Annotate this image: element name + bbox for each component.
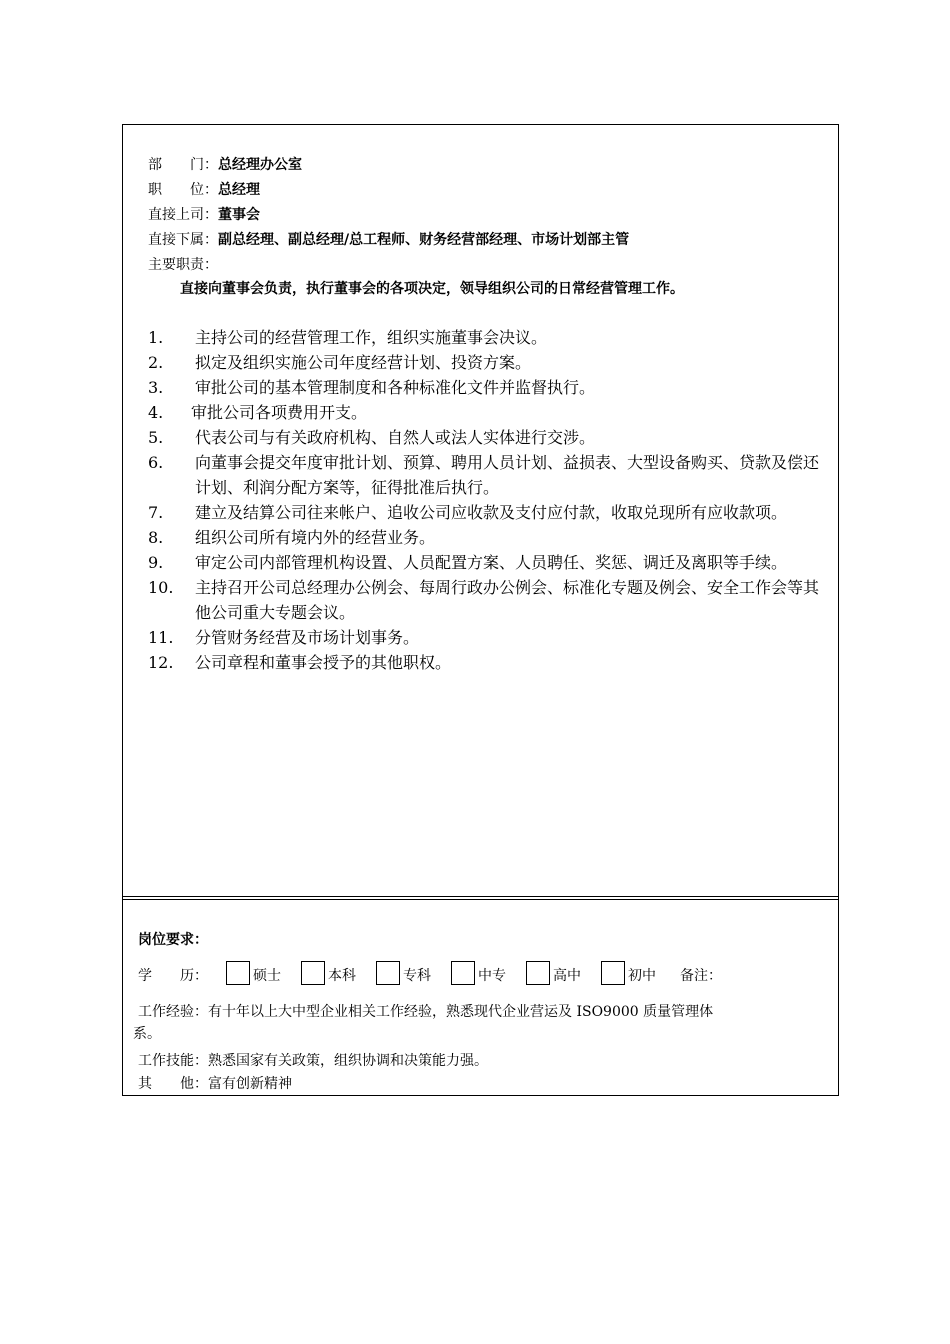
list-item	[148, 550, 833, 575]
duty-list	[148, 325, 833, 675]
subordinates-label: 直接下属：	[148, 232, 218, 248]
department-field	[148, 156, 302, 174]
item-number: 7.	[148, 503, 164, 522]
item-text: 组织公司所有境内外的经营业务。	[195, 528, 436, 547]
job-description-table	[122, 124, 839, 1096]
item-number: 1.	[148, 328, 164, 347]
position-label: 职 位：	[148, 182, 218, 198]
list-item	[148, 450, 833, 500]
item-number: 6.	[148, 453, 164, 472]
option-label: 本科	[328, 968, 356, 984]
education-option-highschool[interactable]	[526, 961, 591, 985]
item-number: 12.	[148, 653, 174, 672]
superior-field	[148, 206, 260, 224]
checkbox[interactable]	[526, 961, 550, 985]
item-text: 主持召开公司总经理办公例会、每周行政办公例会、标准化专题及例会、安全工作会等其他公司重大专题会议。	[195, 578, 820, 622]
option-label: 专科	[403, 968, 431, 984]
item-number: 9.	[148, 553, 164, 572]
education-option-college[interactable]	[376, 961, 441, 985]
skills-text: 工作技能：熟悉国家有关政策，组织协调和决策能力强。	[138, 1053, 488, 1069]
item-text: 分管财务经营及市场计划事务。	[195, 628, 420, 647]
checkbox[interactable]	[376, 961, 400, 985]
checkbox[interactable]	[601, 961, 625, 985]
item-number: 4.	[148, 403, 164, 422]
option-label: 高中	[553, 968, 581, 984]
list-item	[148, 500, 833, 525]
item-text: 拟定及组织实施公司年度经营计划、投资方案。	[195, 353, 532, 372]
position-field	[148, 181, 260, 199]
duties-section	[123, 125, 838, 897]
other-text: 其 他：富有创新精神	[138, 1076, 292, 1092]
list-item	[148, 400, 833, 425]
education-option-technical[interactable]	[451, 961, 516, 985]
list-item	[148, 375, 833, 400]
department-label: 部 门：	[148, 157, 218, 173]
requirements-title: 岗位要求：	[138, 932, 208, 948]
item-text: 主持公司的经营管理工作，组织实施董事会决议。	[195, 328, 548, 347]
note-label: 备注：	[680, 968, 722, 984]
item-number: 11.	[148, 628, 174, 647]
item-text: 建立及结算公司往来帐户、追收公司应收款及支付应付款，收取兑现所有应收款项。	[195, 503, 788, 522]
experience-text-continued: 系。	[133, 1026, 161, 1042]
department-value: 总经理办公室	[218, 157, 302, 173]
experience-text: 工作经验：有十年以上大中型企业相关工作经验，熟悉现代企业营运及 ISO9000 质量管理体	[138, 1004, 714, 1020]
item-text: 代表公司与有关政府机构、自然人或法人实体进行交涉。	[195, 428, 596, 447]
subordinates-field	[148, 231, 629, 249]
education-option-junior[interactable]	[601, 961, 666, 985]
item-text: 公司章程和董事会授予的其他职权。	[195, 653, 452, 672]
education-option-bachelor[interactable]	[301, 961, 366, 985]
list-item	[148, 350, 833, 375]
option-label: 硕士	[253, 968, 281, 984]
requirements-section	[123, 901, 838, 1097]
item-number: 10.	[148, 578, 174, 597]
item-number: 3.	[148, 378, 164, 397]
item-text: 审定公司内部管理机构设置、人员配置方案、人员聘任、奖惩、调迁及离职等手续。	[195, 553, 788, 572]
item-number: 8.	[148, 528, 164, 547]
education-option-master[interactable]	[226, 961, 291, 985]
duty-summary: 直接向董事会负责，执行董事会的各项决定，领导组织公司的日常经营管理工作。	[180, 281, 684, 297]
checkbox[interactable]	[451, 961, 475, 985]
item-text: 审批公司各项费用开支。	[191, 403, 368, 422]
option-label: 中专	[478, 968, 506, 984]
list-item	[148, 575, 833, 625]
option-label: 初中	[628, 968, 656, 984]
list-item	[148, 325, 833, 350]
checkbox[interactable]	[301, 961, 325, 985]
section-divider	[123, 896, 838, 900]
education-label: 学 历：	[138, 968, 208, 984]
superior-label: 直接上司：	[148, 207, 218, 223]
position-value: 总经理	[218, 182, 260, 198]
education-row	[138, 961, 722, 985]
item-text: 审批公司的基本管理制度和各种标准化文件并监督执行。	[195, 378, 596, 397]
list-item	[148, 650, 833, 675]
item-number: 5.	[148, 428, 164, 447]
checkbox[interactable]	[226, 961, 250, 985]
list-item	[148, 425, 833, 450]
duties-label-text: 主要职责：	[148, 257, 218, 273]
list-item	[148, 625, 833, 650]
item-text: 向董事会提交年度审批计划、预算、聘用人员计划、益损表、大型设备购买、贷款及偿还计划、利润分配方案等，征得批准后执行。	[195, 453, 820, 497]
item-number: 2.	[148, 353, 164, 372]
subordinates-value: 副总经理、副总经理/总工程师、财务经营部经理、市场计划部主管	[218, 232, 630, 248]
superior-value: 董事会	[218, 207, 260, 223]
duties-label	[148, 256, 218, 274]
list-item	[148, 525, 833, 550]
